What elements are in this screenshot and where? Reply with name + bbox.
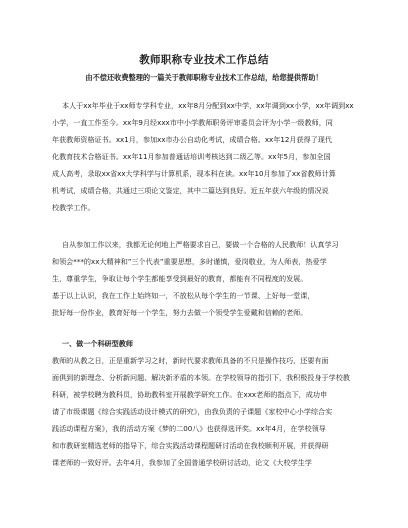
paragraph-1-line: 年获教师资格证书。xx1月，参加xx市办公自动化考试，成绩合格。xx年12月获得了现代: [52, 135, 332, 144]
paragraph-3-line: 和市教研室精选老师的指导下，综合实践活动课程题研讨活动在我校顺利开展，并获得研: [52, 441, 329, 450]
paragraph-3-line: 请了市级课题《综合实践活动设计模式的研究》，由我负责的子课题《家校中心小学综合实: [52, 407, 333, 416]
paragraph-1-line: 本人于xx年毕业于xx师专学科专业，xx年8月分配到xx中学，xx年调到xx小学，xx年调到xx: [62, 101, 354, 110]
paragraph-1-line: 小学，一直工作至今。xx年9月经xxx市中小学教师职务评审委员会评为小学一级教师，同: [52, 118, 333, 127]
paragraph-3-line: 面俱到的新理念、分析新问题、解决新矛盾的本领。在学校领导的指引下，我积极投身于学校教: [52, 373, 350, 382]
document-title: 教师职称专业技术工作总结: [139, 54, 269, 66]
paragraph-3-line: 科研，被学校聘为教科员，协助教科室开展教学研究工作。在xxx老师的指点下，成功申: [52, 390, 328, 399]
document-subtitle: 由不偿还收费整理的一篇关于教师职称专业技术工作总结，给您提供帮助！: [85, 73, 323, 82]
paragraph-3-line: 教师的从教之日，正是重新学习之时，新时代要求教师具备的不只是操作技巧，还要有面: [52, 356, 329, 365]
paragraph-1-line: 机考试，成绩合格，共通过三项论文鉴定，其中二篇达到良好。近五年获六年级的情况说: [52, 186, 329, 195]
paragraph-2-line: 批好每一份作业，教育好每一个学生，努力去做一个领受学生爱戴和信赖的老师。: [52, 308, 308, 317]
paragraph-2-line: 自从参加工作以来，我都无论何地上严格要求自己，要做一个合格的人民教师！认真学习: [62, 240, 339, 249]
paragraph-2-line: 基于以上认识，我在工作上始终如一，不放松从每个学生的一节课、上好每一堂课，: [52, 291, 315, 300]
paragraph-1-line: 化教育技术合格证书。xx年11月参加普通话培训考核达到二级乙等。xx年5月，参加全国: [52, 152, 331, 161]
paragraph-1-line: 成人高考，录取xx省xx大学科学与计算机系，现本科在读。xx年10月参加了xx省教师计算: [52, 169, 336, 178]
paragraph-2-line: 生，尊重学生，争取让每个学生都能享受到最好的教育，都能有不同程度的发展。: [52, 274, 308, 283]
paragraph-2-line: 和领会***的xx大精神和”三个代表”重要思想，多时谨慎，爱岗敬业，为人师表，热爱学: [52, 257, 327, 266]
paragraph-3-line: 践活动课程方案》，我的活动方案《梦的二00八》也获得选评奖。xx年4月，在学校领导: [52, 424, 326, 433]
paragraph-1-line: 校教学工作。: [52, 203, 95, 212]
paragraph-3-line: 课老师的一致好评。去年4月，我参加了全国普通学校研讨活动，论文《大校学生学: [52, 458, 312, 467]
section-heading: 一、做一个科研型教师: [62, 339, 133, 348]
